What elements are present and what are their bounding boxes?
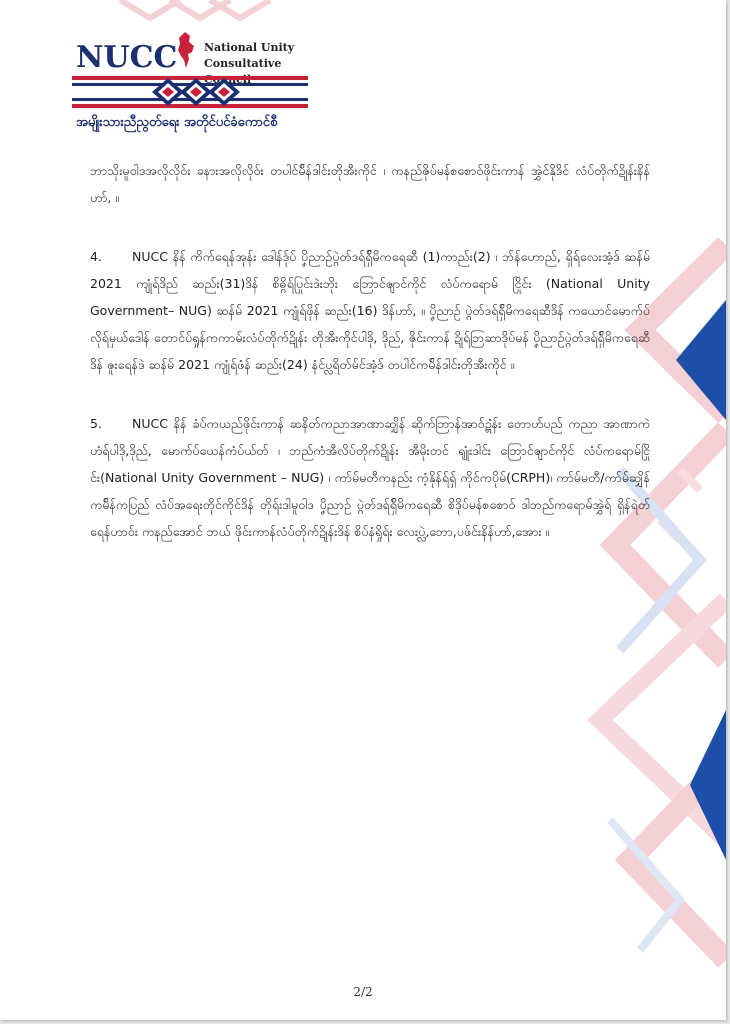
paragraph-4 [90,243,650,378]
logo-burmese-name: အမျိုးသားညီညွတ်ရေး အတိုင်ပင်ခံကောင်စီ [76,115,278,130]
paragraph-number: 5. [90,416,102,431]
nucc-logo [72,30,332,140]
paragraph-text: NUCC နိန် ခံပ်ကယည်ဖိုင်းကာန် ဆနိတ်ကညာအာဏာဆျှိန် ဆိုက်ဘြာန်အာဝ်ဍွံန်း တောဟ်ပည် ကညာ အာဏာကဲဟံရ်ပါဒို,ဒိုည်, မောက်ပ်ယေန်ကံပ်ယ်တ် ၊ ဘည်ကံအီလိပ်တိုက်ဍိုန်း အီမိုးတင် ရျုံးဒါင်း ဘြောင်ဇျာင်ကိုင် လံပ်ကရောမ်ငြိုင်း(National Unity Government – NUG) ၊ ကာ်မ်မတီကနည်း ကံ့နိုန်ရ်ရှ် ကိုင်ကပိုမ်(CRPH)၊ ကာ်မ်မတီ/ကာ်မ်ဆျှိန် ကမ်ိန်ကပြည် လံပ်အရေးတိုင်ကိုင်ဒိန် တိုရ်းဒါမူဝါဒ ပၞိညာဉ် ပ္ဂဲတ်ဒရ်ရှ်ိမိကရေဆီ စိဒိုပ်မန်စစောဝ် ဒါဘည်ကရောမ်အွှဲရ် ရှိန်ရဲတ်ရေန်ဟာဝ်း ကနည်အောင် ဘယ် ဖိုင်းကာန်လံပ်တိုက်ဍိုန်းဒိန် စိပ်နံရှိုရ်း လေးပ္လဲ,ဘော,ပဖ်င်းနိန်ဟာ်,အေား ။ [90,416,650,539]
paragraph-number: 4. [90,249,102,264]
paragraph-text: NUCC နိန် ကိက်ရေန်အုန်း ဒေါန်ဒ်ုပ် ပၞိညာဉ်ပ္ဂဲတ်ဒရ်ရှ်ိမိကရေဆီ (1)ကာည်း(2) ၊ ဘ်န်ဟောည်, ရှိရ်လေးအံ့ဒ် ဆန်မ် 2021 ကျုံရ်ဒိည် ဆည်း(31)ဒိန် စိဓ္ဂိရ်ပြုင်းဒဲးဘိုး ဘြောင်ဇျာင်ကိုင် လံပ်ကရောမ် ငြိုင်း (National Unity Government– NUG) ဆန်မ် 2021 ကျုံရ်ဖိုန် ဆည်း(16) ဒိန်ဟာ်, ။ ပၞိညာဉ် ပ္ဂဲတ်ဒရ်ရှ်ိမိကရေဆီဒိန် ကယောင်မောက်ပ်လိုရ်မှယ်ဒေါန် တောင်ပ်ရှုန်ကကာမ်းလံပ်တိုက်ဍိုန်း တိုအီးကိုင်ပါဒို, ဒိုည်, ဇိုင်းကာန် ဍိုရ်ဘြဆာဒိုပ်မန် ပၞိညာဉ်ပ္ဂဲတ်ဒရ်ရှ်ိမိကရေဆီဒိန် ဇူးရေန်ဒဲ ဆန်မ် 2021 ကျုံရ်ဖံန် ဆည်း(24) နံင်ပ္လရိတ်မ်င်အံ့ဒ် တပါင်ကမ်ိန်ဒါင်းတိုအီးကိုင် ။ [90,249,650,372]
paragraph-continuation [90,157,650,211]
logo-name-line1: National Unity [204,41,295,54]
paragraph-5 [90,410,650,545]
paragraph-text: ဘာသိုးမူဝါဒအလိုလိုဝ်း ခနားအလိုလိုဝ်း တပါင်မ်ိန်ဒါင်းတိုအီးကိုင် ၊ ကနည်ဇိုပ်မန်စစောဝ်ဖိုင်းကာန် အွှဲင်နိုဒိင် လံပ်တိုက်ဍိုန်းနိန်ဟာ်, ။ [90,163,650,205]
document-body [90,157,650,577]
page-number: 2/2 [353,985,373,999]
myanmar-map-icon [175,32,197,68]
logo-name-line2: Consultative [204,57,282,70]
logo-ornament-band [72,74,308,110]
logo-abbreviation: NUCC [76,40,178,75]
